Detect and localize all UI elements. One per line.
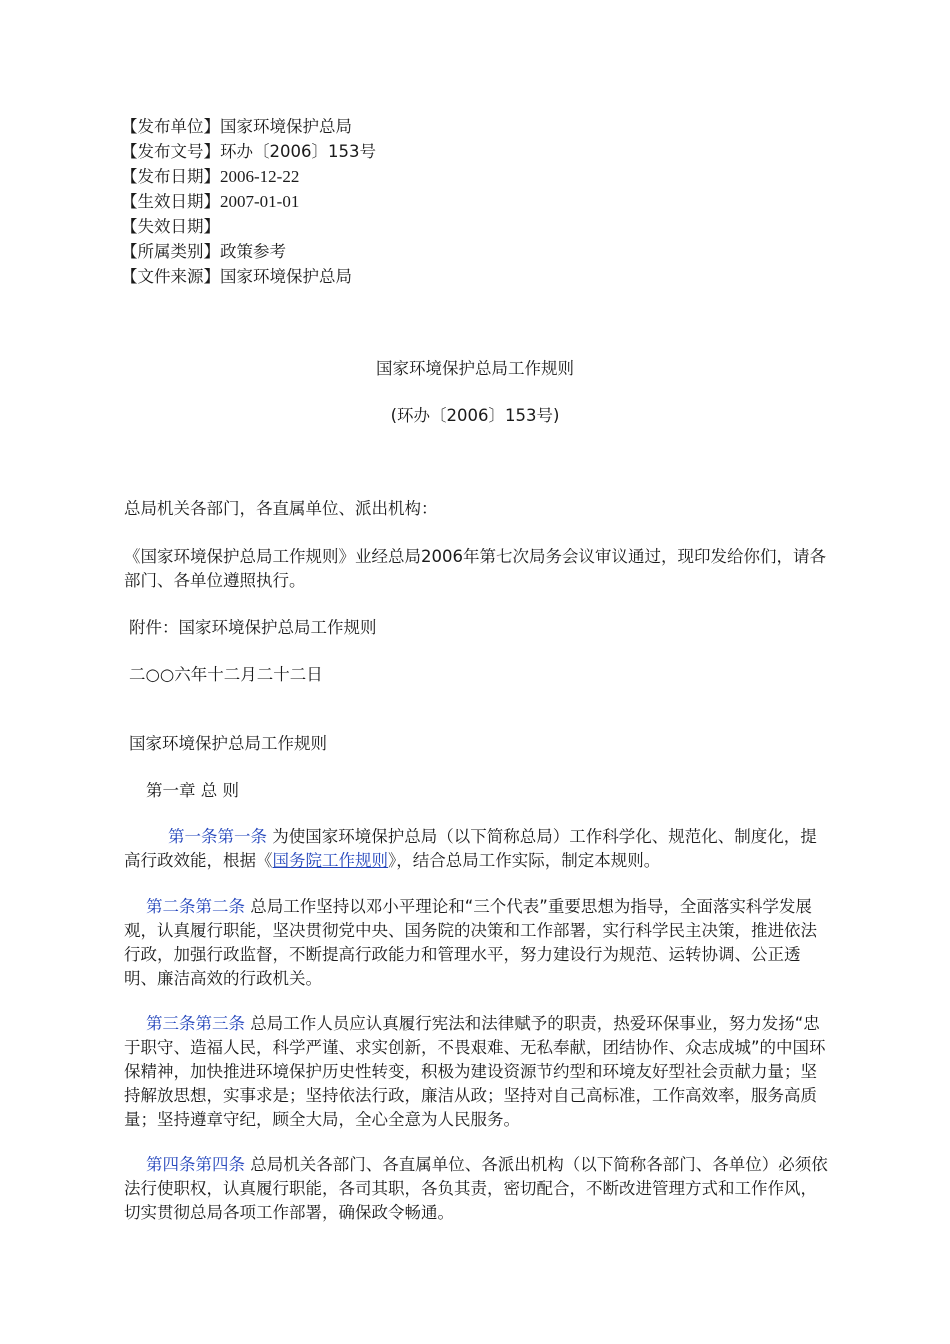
- meta-value: 国家环境保护总局: [220, 117, 352, 136]
- article-1: [124, 825, 829, 873]
- chapter-heading: 第一章 总 则: [146, 781, 239, 800]
- article-4: [124, 1153, 829, 1225]
- meta-label: 【发布日期】: [121, 167, 220, 186]
- article-3: [124, 1012, 829, 1132]
- notice-paragraph: 《国家环境保护总局工作规则》业经总局2006年第七次局务会议审议通过，现印发给你们，请各部门、各单位遵照执行。: [124, 547, 826, 590]
- meta-value: 国家环境保护总局: [220, 267, 352, 286]
- meta-row-doc-number: [121, 139, 721, 164]
- meta-value: 环办〔2006〕153号: [220, 142, 376, 161]
- article-3-heading-link[interactable]: 第三条第三条: [146, 1014, 245, 1033]
- meta-row-source: [121, 264, 721, 289]
- article-3-text: 总局工作人员应认真履行宪法和法律赋予的职责，热爱环保事业，努力发扬“忠于职守、造福人民，科学严谨、求实创新，不畏艰难、无私奉献，团结协作、众志成城”的中国环保精神，加快推进环境保护历史性转变，积极为建设资源节约型和环境友好型社会贡献力量；坚持解放思想，实事求是；坚持依法行政，廉洁从政；坚持对自己高标准，工作高效率，服务高质量；坚持遵章守纪，顾全大局，全心全意为人民服务。: [124, 1014, 826, 1129]
- meta-row-effective-date: [121, 189, 721, 214]
- rules-title: 国家环境保护总局工作规则: [129, 734, 327, 753]
- meta-row-issuer: [121, 114, 721, 139]
- article-2-heading-link[interactable]: 第二条第二条: [146, 897, 245, 916]
- meta-label: 【文件来源】: [121, 267, 220, 286]
- document-number: (环办〔2006〕153号): [390, 406, 560, 425]
- metadata-block: [121, 114, 721, 289]
- article-4-heading-link[interactable]: 第四条第四条: [146, 1155, 245, 1174]
- meta-label: 【失效日期】: [121, 217, 220, 236]
- meta-value: 政策参考: [220, 242, 286, 261]
- issue-date-line: 二○○六年十二月二十二日: [129, 665, 323, 684]
- article-4-text: 总局机关各部门、各直属单位、各派出机构（以下简称各部门、各单位）必须依法行使职权，认真履行职能，各司其职，各负其责，密切配合，不断改进管理方式和工作作风，切实贯彻总局各项工作部署，确保政令畅通。: [124, 1155, 828, 1222]
- article-2: [124, 895, 829, 991]
- addressee: 总局机关各部门，各直属单位、派出机构：: [124, 499, 438, 518]
- document-title: 国家环境保护总局工作规则: [376, 359, 574, 378]
- article-1-text: 为使国家环境保护总局（以下简称总局）工作科学化、规范化、制度化，提高行政效能，根据《: [124, 827, 817, 870]
- meta-row-issue-date: [121, 164, 721, 189]
- meta-value: 2007-01-01: [220, 192, 300, 211]
- meta-label: 【生效日期】: [121, 192, 220, 211]
- article-1-heading-link[interactable]: 第一条第一条: [168, 827, 267, 846]
- state-council-rules-link[interactable]: 国务院工作规则: [272, 851, 388, 870]
- meta-row-expiry-date: [121, 214, 721, 239]
- meta-row-category: [121, 239, 721, 264]
- meta-label: 【发布单位】: [121, 117, 220, 136]
- attachment-line: 附件：国家环境保护总局工作规则: [129, 618, 377, 637]
- meta-label: 【所属类别】: [121, 242, 220, 261]
- meta-value: 2006-12-22: [220, 167, 300, 186]
- article-2-text: 总局工作坚持以邓小平理论和“三个代表”重要思想为指导，全面落实科学发展观，认真履行职能，坚决贯彻党中央、国务院的决策和工作部署，实行科学民主决策，推进依法行政，加强行政监督，不断提高行政能力和管理水平，努力建设行为规范、运转协调、公正透明、廉洁高效的行政机关。: [124, 897, 817, 988]
- meta-label: 【发布文号】: [121, 142, 220, 161]
- article-1-text-end: 》，结合总局工作实际，制定本规则。: [388, 851, 661, 870]
